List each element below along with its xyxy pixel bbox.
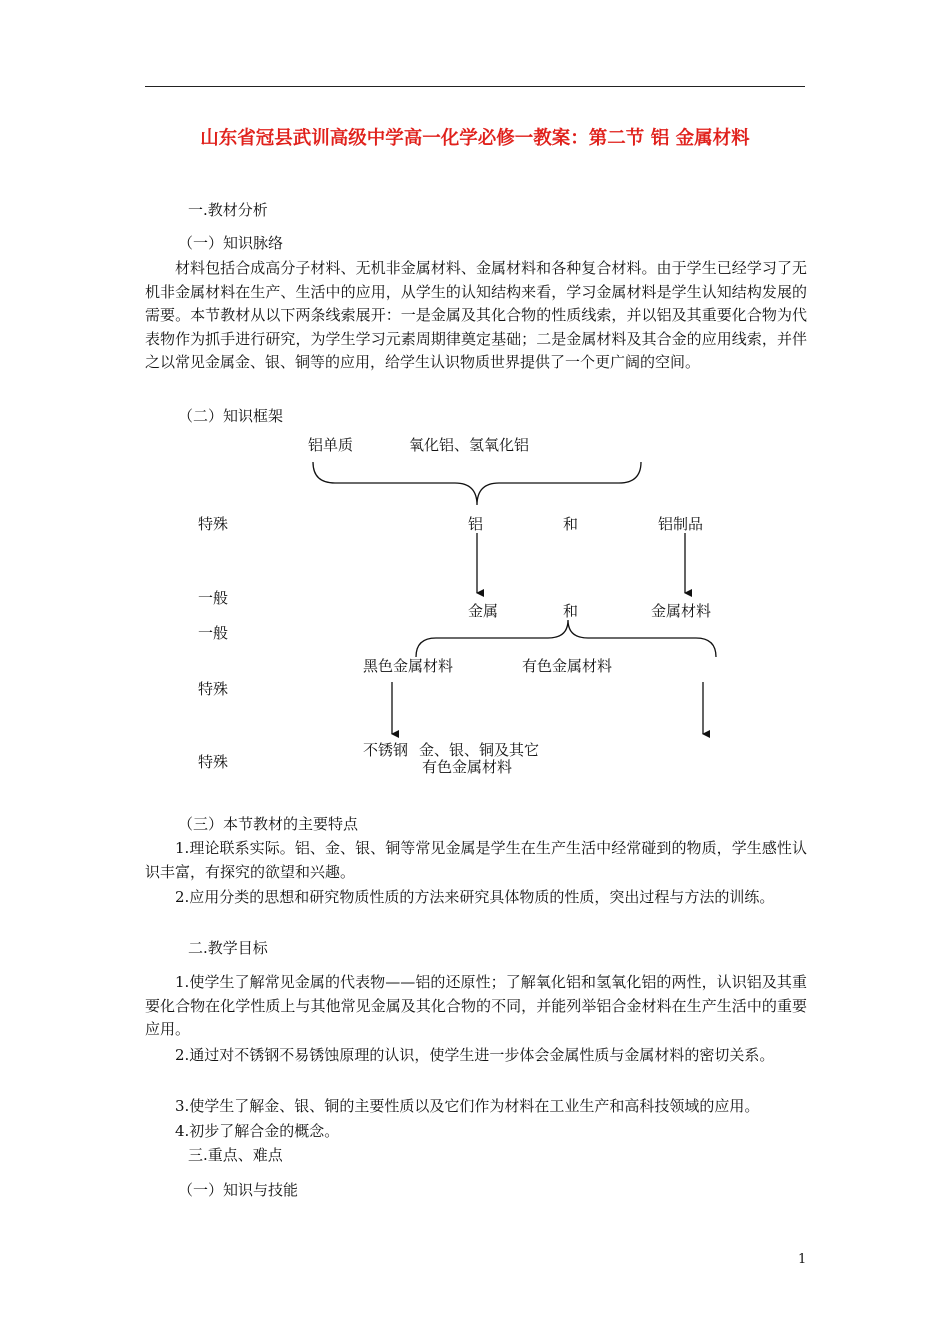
goal-3: 3.使学生了解金、银、铜的主要性质以及它们作为材料在工业生产和高科技领域的应用。 — [175, 1097, 760, 1115]
label-gold-silver-copper: 金、银、铜及其它 — [419, 741, 540, 759]
top-brace — [313, 462, 641, 505]
feature-1: 1.理论联系实际。铝、金、银、铜等常见金属是学生在生产生活中经常碰到的物质，学生感性认识丰富，有探究的欲望和兴趣。 — [145, 839, 807, 881]
section1-heading: 一.教材分析 — [188, 201, 268, 219]
label-stainless: 不锈钢 — [363, 741, 409, 759]
label-other-nonferrous: 有色金属材料 — [422, 758, 513, 776]
label-and2: 和 — [563, 602, 579, 620]
label-metal-material: 金属材料 — [651, 602, 712, 620]
label-al: 铝 — [468, 515, 484, 533]
section1-para1: 材料包括合成高分子材料、无机非金属材料、金属材料和各种复合材料。由于学生已经学习了无机非金属材料在生产、生活中的应用，从学生的认知结构来看，学习金属材料是学生认知结构发展的需要。本节教材从以下两条线索展开：一是金属及其化合物的性质线索，并以铝及其重要化合物为代表物作为抓手进行研究，为学生学习元素周期律奠定基础；二是金属材料及其合金的应用线索，并伴之以常见金属金、银、铜等的应用，给学生认识物质世界提供了一个更广阔的空间。 — [145, 259, 807, 371]
label-left-special1: 特殊 — [198, 515, 229, 533]
goal-1: 1.使学生了解常见金属的代表物——铝的还原性；了解氧化铝和氢氧化铝的两性，认识铝及其重要化合物在化学性质上与其他常见金属及其化合物的不同，并能列举铝合金材料在生产生活中的重要应用。 — [145, 973, 807, 1038]
goal-4: 4.初步了解合金的概念。 — [175, 1122, 340, 1140]
section3-sub1: （一）知识与技能 — [178, 1181, 299, 1199]
section1-sub2: （二）知识框架 — [178, 407, 284, 425]
label-left-general1: 一般 — [198, 589, 229, 607]
section1-sub3: （三）本节教材的主要特点 — [178, 815, 359, 833]
section3-heading: 三.重点、难点 — [188, 1146, 283, 1164]
label-nonferrous: 有色金属材料 — [522, 657, 613, 675]
label-al-products: 铝制品 — [658, 515, 704, 533]
label-left-special2: 特殊 — [198, 680, 229, 698]
middle-brace — [416, 620, 716, 657]
label-metal: 金属 — [468, 602, 499, 620]
document-title: 山东省冠县武训高级中学高一化学必修一教案：第二节 铝 金属材料 — [200, 128, 750, 149]
feature-2: 2.应用分类的思想和研究物质性质的方法来研究具体物质的性质，突出过程与方法的训练。 — [175, 888, 775, 906]
label-and1: 和 — [563, 515, 579, 533]
section2-heading: 二.教学目标 — [188, 939, 268, 957]
label-left-general2: 一般 — [198, 624, 229, 642]
section1-sub1: （一）知识脉络 — [178, 234, 284, 252]
label-al-element: 铝单质 — [308, 436, 354, 454]
label-ferrous: 黑色金属材料 — [363, 657, 454, 675]
goal-2: 2.通过对不锈钢不易锈蚀原理的认识，使学生进一步体会金属性质与金属材料的密切关系。 — [175, 1046, 775, 1064]
page-number: 1 — [798, 1252, 807, 1267]
label-left-special3: 特殊 — [198, 753, 229, 771]
label-al-compounds: 氧化铝、氢氧化铝 — [409, 436, 530, 454]
